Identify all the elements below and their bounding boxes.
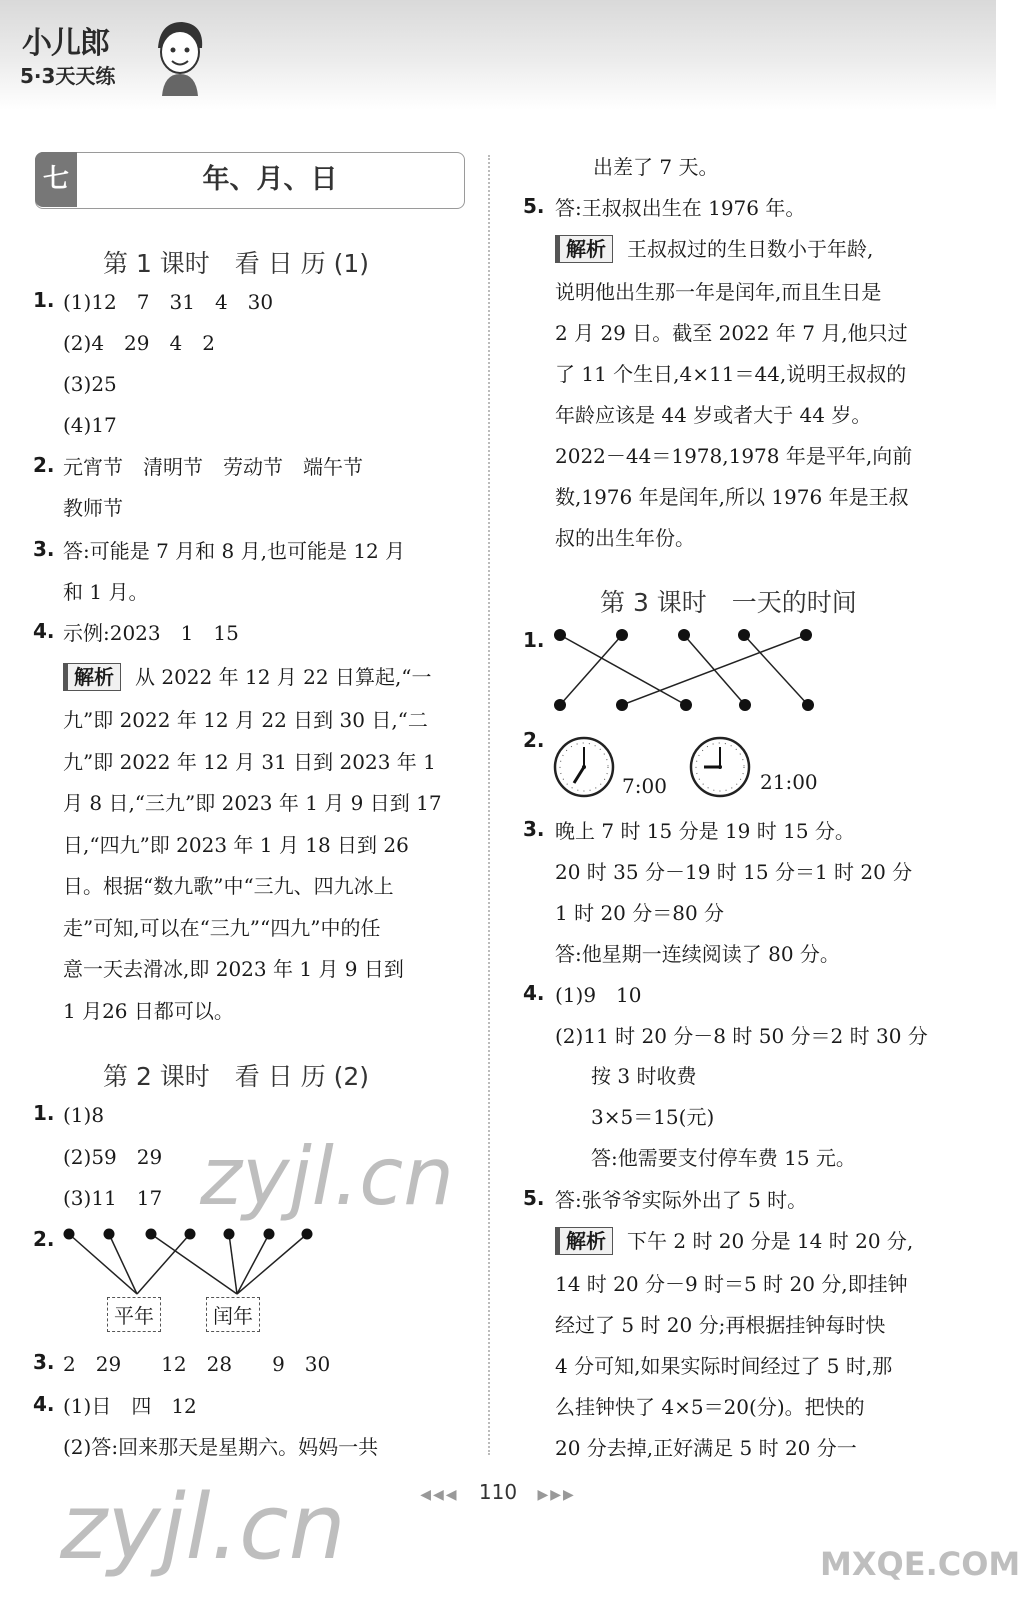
analysis-text: 从 2022 年 12 月 22 日算起,“一 [135,665,432,689]
answer-line: 出差了 7 天。 [593,155,719,179]
analysis-line: 月 8 日,“三九”即 2023 年 1 月 9 日到 17 [63,791,442,815]
logo [12,18,212,98]
analysis-line: 4 分可知,如果实际时间经过了 5 时,那 [555,1354,893,1378]
analysis-line: 数,1976 年是闰年,所以 1976 年是王叔 [555,485,909,509]
page-number: 110 [478,1480,518,1504]
next-arrows-icon: ▶▶▶ [537,1487,576,1503]
boy-mascot-icon [152,18,208,98]
answer-line: 20 时 35 分－19 时 15 分＝1 时 20 分 [555,860,913,884]
clock-time-label: 7:00 [622,774,667,798]
clock-7-icon [552,735,616,799]
answer-line: (3)11 17 [63,1186,163,1210]
answer-line: (3)25 [63,372,117,396]
answer-line: 1 时 20 分＝80 分 [555,901,725,925]
analysis-line-1 [63,663,432,691]
answer-line: 元宵节 清明节 劳动节 端午节 [63,455,363,479]
question-number: 5. [523,1186,545,1210]
chapter-title: 年、月、日 [202,164,338,195]
answer-line: 答:张爷爷实际外出了 5 时。 [555,1188,808,1212]
leap-year-matching-diagram [55,1222,315,1332]
analysis-line: 叔的出生年份。 [555,526,695,550]
logo-title: 小儿郎 [22,26,109,61]
analysis-text: 下午 2 时 20 分是 14 时 20 分, [627,1229,914,1253]
answer-line: 3×5＝15(元) [591,1105,715,1129]
lesson-3-title: 第 3 课时 一天的时间 [600,588,857,617]
analysis-line: 经过了 5 时 20 分;再根据挂钟每时快 [555,1313,886,1337]
answer-line: (2)4 29 4 2 [63,331,215,355]
answer-line: (1)8 [63,1103,105,1127]
answer-line: 示例:2023 1 15 [63,621,239,645]
analysis-line: 2022－44＝1978,1978 年是平年,向前 [555,444,913,468]
analysis-line-1 [555,235,873,263]
question-number: 2. [33,453,55,477]
question-number: 5. [523,194,545,218]
answer-line: 和 1 月。 [63,580,149,604]
analysis-line: 九”即 2022 年 12 月 22 日到 30 日,“二 [63,708,428,732]
lesson-2-title: 第 2 课时 看 日 历 (2) [103,1062,370,1091]
analysis-line: 说明他出生那一年是闰年,而且生日是 [555,280,882,304]
answer-line: (2)答:回来那天是星期六。妈妈一共 [63,1435,379,1459]
analysis-line: 年龄应该是 44 岁或者大于 44 岁。 [555,403,872,427]
analysis-tag: 解析 [555,235,613,263]
clock-9-icon [688,735,752,799]
analysis-line: 意一天去滑冰,即 2023 年 1 月 9 日到 [63,957,404,981]
answer-line: (1)12 7 31 4 30 [63,290,274,314]
answer-line: 教师节 [63,496,123,520]
clock-time-label: 21:00 [760,770,818,794]
answer-line: 答:他星期一连续阅读了 80 分。 [555,942,840,966]
answer-line: (2)59 29 [63,1145,163,1169]
answer-line: 按 3 时收费 [591,1064,697,1088]
question-number: 4. [523,981,545,1005]
analysis-line: 2 月 29 日。截至 2022 年 7 月,他只过 [555,321,908,345]
question-number: 3. [33,1350,55,1374]
chapter-number: 七 [35,152,77,207]
question-number: 4. [33,619,55,643]
analysis-line: 九”即 2022 年 12 月 31 日到 2023 年 1 [63,750,436,774]
answer-line: 答:他需要支付停车费 15 元。 [591,1146,856,1170]
chapter-banner [35,152,463,207]
analysis-line: 20 分去掉,正好满足 5 时 20 分一 [555,1436,857,1460]
answer-line: 晚上 7 时 15 分是 19 时 15 分。 [555,819,855,843]
time-matching-diagram [550,625,820,715]
analysis-line: 了 11 个生日,4×11＝44,说明王叔叔的 [555,362,907,386]
question-number: 2. [523,728,545,752]
watermark: zyjl.cn [60,1475,346,1580]
answer-line: (1)日 四 12 [63,1394,197,1418]
watermark: MXQE.COM [820,1545,1020,1583]
question-number: 2. [33,1227,55,1251]
question-number: 1. [523,628,545,652]
watermark: zyjl.cn [200,1130,454,1223]
label-common-year: 平年 [107,1297,161,1332]
answer-line: (2)11 时 20 分－8 时 50 分＝2 时 30 分 [555,1024,928,1048]
answer-line: (1)9 10 [555,983,642,1007]
question-number: 3. [523,817,545,841]
analysis-line: 日,“四九”即 2023 年 1 月 18 日到 26 [63,833,409,857]
analysis-tag: 解析 [63,663,121,691]
question-number: 1. [33,1101,55,1125]
analysis-line: 1 月26 日都可以。 [63,999,234,1023]
analysis-line-1 [555,1227,913,1255]
question-number: 3. [33,537,55,561]
logo-subtitle: 5·3天天练 [20,64,116,88]
label-leap-year: 闰年 [206,1297,260,1332]
answer-line: (4)17 [63,413,117,437]
question-number: 1. [33,288,55,312]
analysis-text: 王叔叔过的生日数小于年龄, [627,237,874,261]
answer-line: 2 29 12 28 9 30 [63,1352,331,1376]
analysis-tag: 解析 [555,1227,613,1255]
lesson-1-title: 第 1 课时 看 日 历 (1) [103,249,370,278]
answer-line: 答:王叔叔出生在 1976 年。 [555,196,806,220]
analysis-line: 走”可知,可以在“三九”“四九”中的任 [63,916,381,940]
column-divider [488,155,490,1455]
analysis-line: 日。根据“数九歌”中“三九、四九冰上 [63,874,394,898]
analysis-line: 么挂钟快了 4×5＝20(分)。把快的 [555,1395,865,1419]
question-number: 4. [33,1392,55,1416]
answer-line: 答:可能是 7 月和 8 月,也可能是 12 月 [63,539,406,563]
prev-arrows-icon: ◀◀◀ [420,1487,459,1503]
analysis-line: 14 时 20 分－9 时＝5 时 20 分,即挂钟 [555,1272,908,1296]
